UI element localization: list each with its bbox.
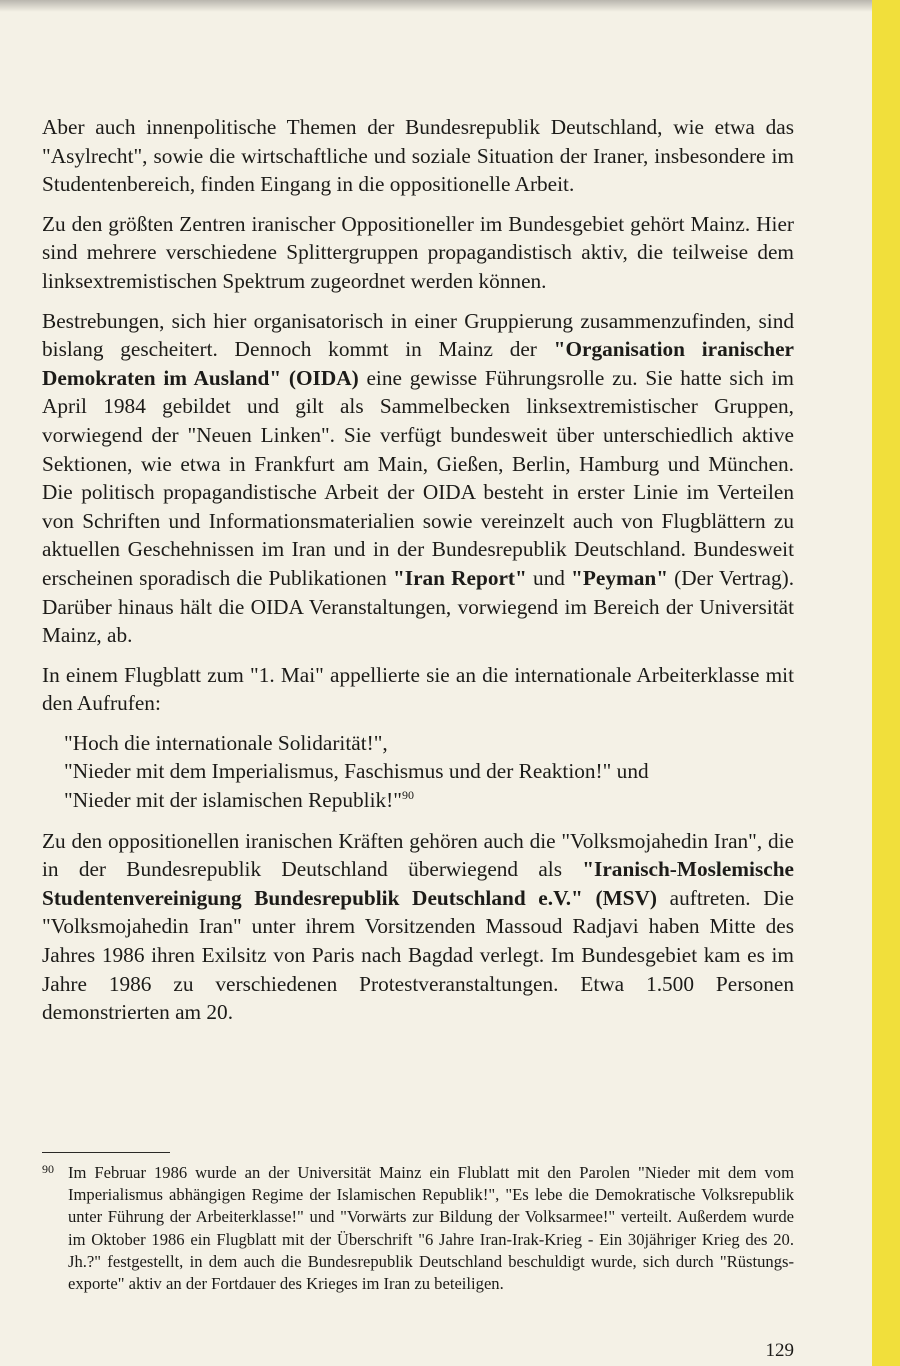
paragraph-3 (42, 307, 794, 650)
quote-line: "Nieder mit dem Imperialismus, Faschismus und der Reaktion!" und (64, 759, 649, 784)
text-run: Aber auch innenpolitische Themen der Bundesrepublik Deutschland, wie etwa das "Asylrecht", sowie die wirtschaftliche und soziale Situation der Iraner, insbesondere im Studentenbereich, finden Eingang in die oppositionelle Arbeit. (42, 115, 794, 197)
quote-line (64, 786, 794, 815)
bold-term: "Peyman" (571, 565, 669, 590)
bold-term: "Organisation iranischer Demokraten im Ausland" (OIDA) (42, 337, 794, 390)
paragraph-5 (42, 827, 794, 1027)
text-run: eine gewisse Führungsrolle zu. Sie hatte sich im April 1984 gebildet und gilt als Sammelbecken linksextremistischer Gruppen, vorwiegend der "Neuen Linken". Sie verfügt bundesweit über unterschiedlich aktive Sektionen, wie etwa in Frankfurt am Main, Gießen, Berlin, Hamburg und München. Die politisch propagandistische Arbeit der OIDA besteht in erster Linie im Verteilen von Schriften und Informationsmaterialien sowie vereinzelt auch von Flugblättern zu aktuellen Geschehnissen im Iran und in der Bundesrepublik Deutschland. Bundesweit erscheinen sporadisch die Publikationen (42, 365, 794, 590)
yellow-edge-strip (872, 0, 900, 1366)
paragraph-2 (42, 210, 794, 296)
footnote-text: Im Februar 1986 wurde an der Universität Mainz ein Flublatt mit den Parolen "Nieder mit dem vom Imperialismus abhängigen Regime der Islamischen Republik!", "Es lebe die Demokratische Volksrepublik unter Führung der Arbeiterklasse!" und "Vorwärts zur Bildung der Volksarmee!" verteilt. Außerdem wurde im Oktober 1986 ein Flugblatt mit der Überschrift "6 Jahre Iran-Irak-Krieg - Ein 30jähriger Krieg des 20. Jh.?" festgestellt, in dem auch die Bundesrepublik Deutschland beschuldigt wurde, sich durch "Rüstungsexporte" aktiv an der Fortdauer des Krieges im Iran zu beteiligen. (68, 1163, 794, 1294)
slogan-quotes (64, 729, 794, 815)
text-run: (Der Vertrag). Darüber hinaus hält die OIDA Veranstaltungen, vorwiegend im Bereich der Universität Mainz, ab. (42, 565, 795, 648)
page-top-edge (0, 0, 900, 12)
quote-line-text: "Nieder mit der islamischen Republik!" (64, 788, 402, 813)
footnote-reference: 90 (401, 788, 414, 803)
footnote-number: 90 (42, 1162, 54, 1176)
footnote (42, 1162, 794, 1295)
page-number: 129 (765, 1340, 794, 1361)
main-text (42, 113, 794, 1038)
text-run: Bestrebungen, sich hier organisatorisch in einer Gruppierung zusammenzufinden, sind bislang gescheitert. Dennoch kommt in Mainz der (42, 308, 794, 362)
footnote-divider (42, 1152, 170, 1153)
text-run: und (526, 565, 572, 590)
quote-line: "Hoch die internationale Solidarität!", (64, 730, 388, 755)
bold-term: "Iranisch-Moslemische Studentenvereinigung Bundesrepublik Deutschland e.V." (MSV) (42, 857, 794, 910)
text-run: Zu den größten Zentren iranischer Oppositioneller im Bundesgebiet gehört Mainz. Hier sind mehrere verschiedene Splittergruppen propagandistisch aktiv, die teilweise dem linksextremistischen Spektrum zugeordnet werden können. (42, 211, 794, 293)
paragraph-1 (42, 113, 794, 199)
text-run: In einem Flugblatt zum "1. Mai" appellierte sie an die internationale Arbeiterklasse mit den Aufrufen: (42, 662, 794, 716)
bold-term: "Iran Report" (392, 565, 527, 590)
paragraph-4 (42, 661, 794, 718)
text-run: Zu den oppositionellen iranischen Kräften gehören auch die "Volksmojahedin Iran", die in der Bundesrepublik Deutschland überwiegend als (42, 828, 794, 882)
text-run: auftreten. Die "Volksmojahedin Iran" unter ihrem Vorsitzenden Massoud Radjavi haben Mitte des Jahres 1986 ihren Exilsitz von Paris nach Bagdad verlegt. Im Bundesgebiet kam es im Jahre 1986 zu verschiedenen Protestveranstaltungen. Etwa 1.500 Personen demonstrierten am 20. (42, 885, 794, 1025)
